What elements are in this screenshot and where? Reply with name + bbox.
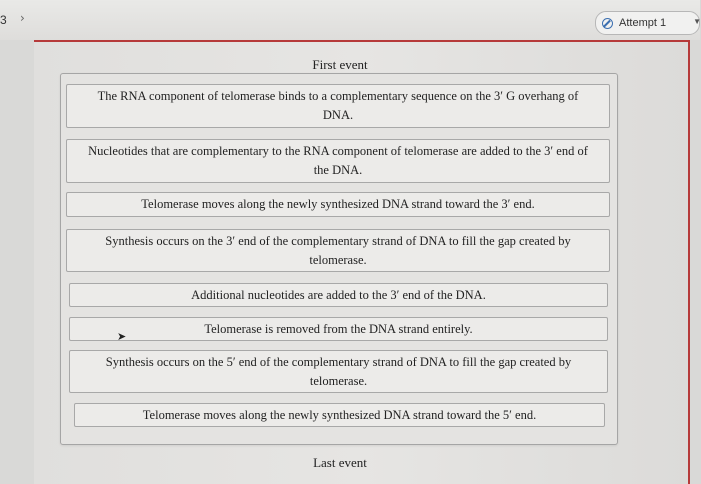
accent-border-right bbox=[688, 40, 690, 484]
event-card[interactable]: Telomerase moves along the newly synthesized DNA strand toward the 3′ end. bbox=[66, 192, 610, 217]
caret-down-icon: ▼ bbox=[693, 17, 701, 26]
top-bar bbox=[0, 0, 700, 40]
question-number: 3 bbox=[0, 13, 7, 27]
mouse-cursor-icon: ➤ bbox=[117, 330, 127, 343]
accent-divider bbox=[34, 40, 690, 42]
event-card[interactable]: Synthesis occurs on the 5′ end of the complementary strand of DNA to fill the gap created by telomerase. bbox=[69, 350, 608, 393]
attempt-label: Attempt 1 bbox=[619, 17, 667, 29]
attempt-dropdown[interactable] bbox=[595, 11, 700, 35]
event-card[interactable]: Telomerase is removed from the DNA strand entirely. bbox=[69, 317, 608, 341]
event-card[interactable]: Synthesis occurs on the 3′ end of the complementary strand of DNA to fill the gap created by telomerase. bbox=[66, 229, 610, 272]
first-event-label: First event bbox=[312, 57, 368, 72]
last-event-label: Last event bbox=[313, 455, 367, 470]
event-card[interactable]: Additional nucleotides are added to the 3′ end of the DNA. bbox=[69, 283, 608, 307]
chevron-right-icon[interactable]: › bbox=[20, 11, 25, 25]
no-entry-icon bbox=[602, 18, 613, 29]
event-card[interactable]: The RNA component of telomerase binds to a complementary sequence on the 3′ G overhang of DNA. bbox=[66, 84, 610, 128]
event-card[interactable]: Nucleotides that are complementary to the RNA component of telomerase are added to the 3′ end of the DNA. bbox=[66, 139, 610, 183]
event-card[interactable]: Telomerase moves along the newly synthesized DNA strand toward the 5′ end. bbox=[74, 403, 605, 427]
